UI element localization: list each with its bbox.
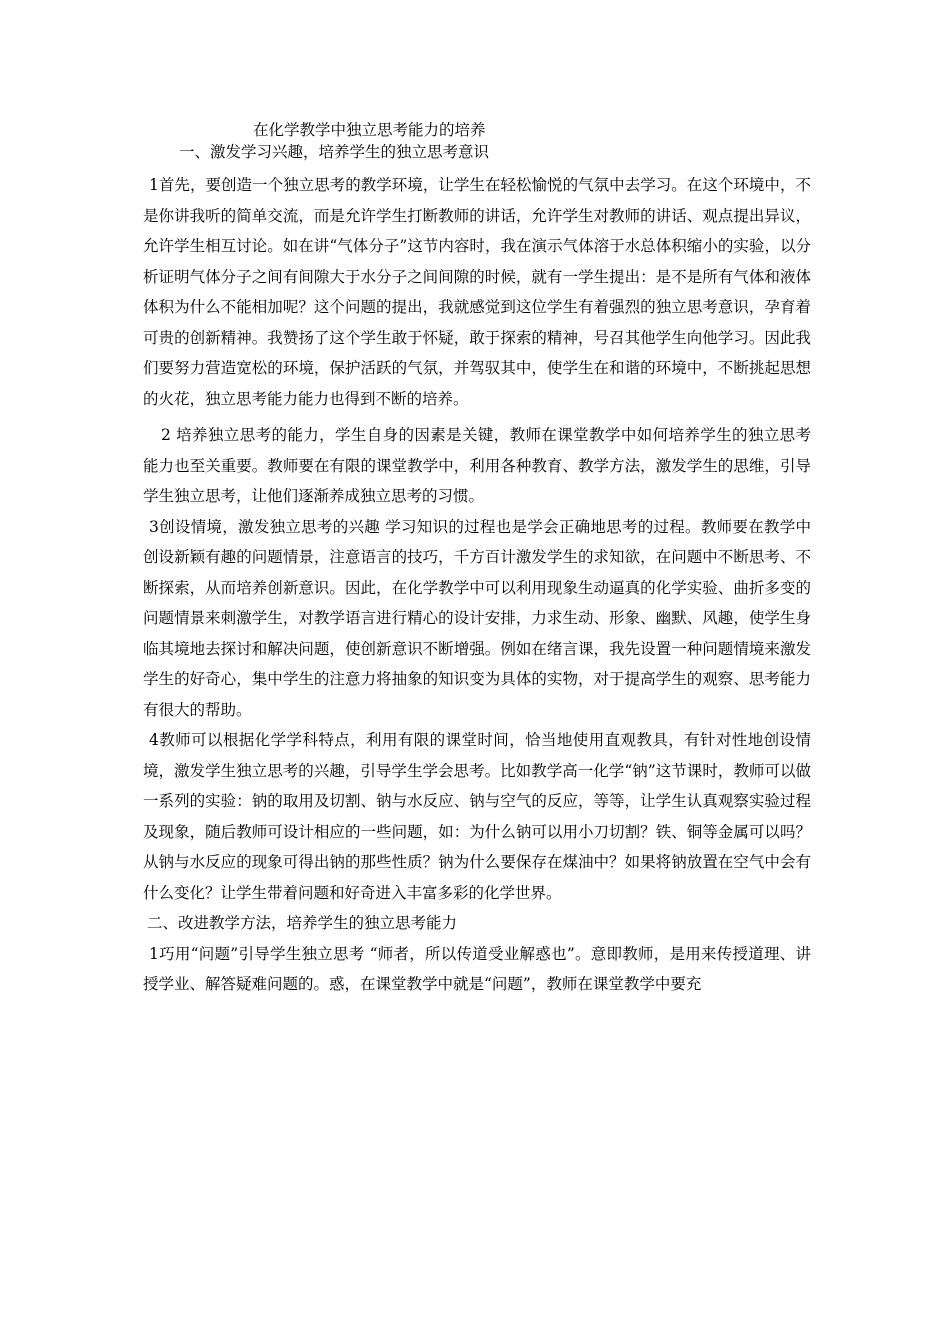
paragraph-1: 1首先，要创造一个独立思考的教学环境，让学生在轻松愉悦的气氛中去学习。在这个环境中，不是你讲我听的简单交流，而是允许学生打断教师的讲话，允许学生对教师的讲话、观点提出异议，允许学生相互讨论。如在讲“气体分子”这节内容时，我在演示气体溶于水总体积缩小的实验，以分析证明气体分子之间有间隙大于水分子之间间隙的时候，就有一学生提出：是不是所有气体和液体体积为什么不能相加呢？这个问题的提出，我就感觉到这位学生有着强烈的独立思考意识，孕育着可贵的创新精神。我赞扬了这个学生敢于怀疑，敢于探索的精神，号召其他学生向他学习。因此我们要努力营造宽松的环境，保护活跃的气氛，并驾驭其中，使学生在和谐的环境中，不断挑起思想的火花，独立思考能力能力也得到不断的培养。 — [143, 176, 811, 408]
paragraph-4: 4教师可以根据化学学科特点，利用有限的课堂时间，恰当地使用直观教具，有针对性地创设情境，激发学生独立思考的兴趣，引导学生学会思考。比如教学高一化学“钠”这节课时，教师可以做一系列的实验：钠的取用及切割、钠与水反应、钠与空气的反应，等等，让学生认真观察实验过程及现象，随后教师可设计相应的一些问题，如：为什么钠可以用小刀切割？铁、铜等金属可以吗？从钠与水反应的现象可得出钠的那些性质？钠为什么要保存在煤油中？如果将钠放置在空气中会有什么变化？让学生带着问题和好奇进入丰富多彩的化学世界。 — [143, 731, 811, 902]
paragraph-2: 2 培养独立思考的能力，学生自身的因素是关键，教师在课堂教学中如何培养学生的独立思考能力也至关重要。教师要在有限的课堂教学中，利用各种教育、教学方法，激发学生的思维，引导学生独立思考，让他们逐渐养成独立思考的习惯。 — [143, 426, 811, 505]
paragraph-3: 3创设情境，激发独立思考的兴趣 学习知识的过程也是学会正确地思考的过程。教师要在教学中创设新颖有趣的问题情景，注意语言的技巧，千方百计激发学生的求知欲，在问题中不断思考、不断探索，从而培养创新意识。因此，在化学教学中可以利用现象生动逼真的化学实验、曲折多变的问题情景来刺激学生，对教学语言进行精心的设计安排，力求生动、形象、幽默、风趣，使学生身临其境地去探讨和解决问题，使创新意识不断增强。例如在绪言课，我先设置一种问题情境来激发学生的好奇心，集中学生的注意力将抽象的知识变为具体的实物，对于提高学生的观察、思考能力有很大的帮助。 — [143, 517, 811, 719]
document-body — [143, 120, 811, 1000]
section-heading-1: 一、激发学习兴趣，培养学生的独立思考意识 — [179, 143, 490, 161]
paragraph-5: 1巧用“问题”引导学生独立思考 “师者，所以传道受业解惑也”。意即教师，是用来传授道理、讲授学业、解答疑难问题的。惑，在课堂教学中就是“问题”，教师在课堂教学中要充 — [143, 944, 811, 993]
section-heading-2: 二、改进教学方法，培养学生的独立思考能力 — [147, 914, 458, 932]
document-title: 在化学教学中独立思考能力的培养 — [253, 121, 486, 139]
